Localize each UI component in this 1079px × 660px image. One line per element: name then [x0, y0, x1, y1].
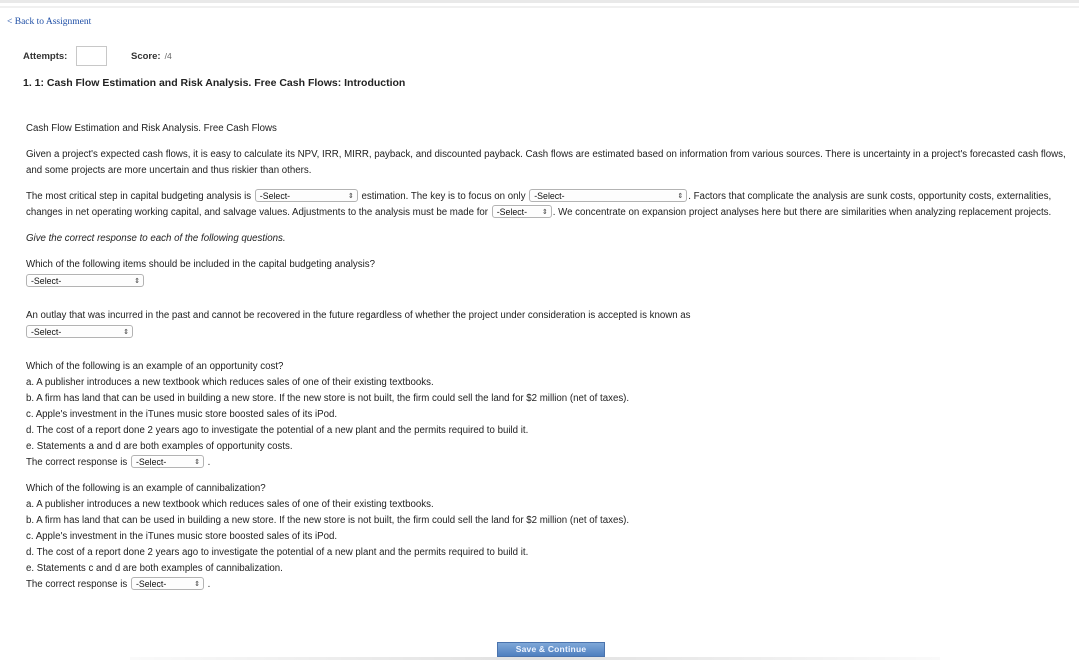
select-value: -Select- — [534, 190, 565, 201]
para-text-1: The most critical step in capital budgeting analysis is — [26, 191, 252, 202]
top-border-secondary — [0, 6, 1079, 8]
up-down-arrows-icon: ⇕ — [347, 192, 354, 200]
score — [131, 51, 172, 62]
q4-prompt: Which of the following is an example of cannibalization? — [26, 483, 266, 494]
q1-select[interactable] — [26, 274, 144, 287]
attempts-box — [76, 46, 107, 66]
q3-prompt: Which of the following is an example of an opportunity cost? — [26, 361, 284, 372]
q4-option-a: a. A publisher introduces a new textbook which reduces sales of one of their existing textbooks. — [26, 499, 434, 510]
q4-option-b: b. A firm has land that can be used in building a new store. If the new store is not built, the firm could sell the land for $2 million (net of taxes). — [26, 515, 630, 526]
select-focus[interactable] — [529, 189, 687, 202]
q4-option-e: e. Statements c and d are both examples of cannibalization. — [26, 563, 283, 574]
intro-paragraph: Given a project's expected cash flows, it is easy to calculate its NPV, IRR, MIRR, payback, and discounted payback. Cash flows are estimated based on information from various sources. There is uncertainty in a project's forecasted cash flows, and some projects are more uncertain and thus riskier than others. — [26, 149, 1066, 176]
attempts-label: Attempts: — [23, 51, 68, 62]
up-down-arrows-icon: ⇕ — [194, 458, 200, 466]
q2-prompt: An outlay that was incurred in the past and cannot be recovered in the future regardless of whether the project under consideration is accepted is known as — [26, 310, 691, 321]
select-critical-step[interactable] — [255, 189, 358, 202]
select-value: -Select- — [496, 206, 528, 217]
top-border — [0, 0, 1079, 3]
fill-in-paragraph — [26, 189, 1071, 221]
select-value: -Select- — [259, 190, 291, 201]
select-value: -Select- — [135, 578, 167, 589]
q2-select[interactable] — [26, 325, 133, 338]
save-continue-button[interactable]: Save & Continue — [497, 642, 605, 657]
up-down-arrows-icon: ⇕ — [541, 208, 548, 216]
q4-select[interactable] — [131, 577, 204, 590]
q3-option-e: e. Statements a and d are both examples of opportunity costs. — [26, 441, 293, 452]
para-text-4: . We concentrate on expansion project analyses here but there are similarities when analyzing replacement projects. — [552, 207, 1052, 218]
q1-prompt: Which of the following items should be included in the capital budgeting analysis? — [26, 259, 375, 270]
q4-option-c: c. Apple's investment in the iTunes music store boosted sales of its iPod. — [26, 531, 338, 542]
q4-response-label: The correct response is — [26, 579, 128, 590]
q3-select[interactable] — [131, 455, 204, 468]
up-down-arrows-icon: ⇕ — [134, 278, 140, 285]
q3-response-line — [26, 455, 1071, 471]
q3-option-d: d. The cost of a report done 2 years ago to investigate the potential of a new plant and the permits required to build it. — [26, 425, 529, 436]
q4-option-d: d. The cost of a report done 2 years ago to investigate the potential of a new plant and the permits required to build it. — [26, 547, 529, 558]
question-content — [26, 121, 1071, 593]
up-down-arrows-icon: ⇕ — [123, 329, 129, 336]
select-value: -Select- — [31, 327, 62, 337]
q3-response-label: The correct response is — [26, 457, 128, 468]
score-label: Score: — [131, 51, 161, 62]
q4-suffix: . — [207, 579, 211, 590]
select-value: -Select- — [135, 456, 167, 467]
section-heading: Cash Flow Estimation and Risk Analysis. Free Cash Flows — [26, 123, 277, 134]
q4-response-line — [26, 577, 1071, 593]
select-value: -Select- — [31, 276, 62, 286]
instruction: Give the correct response to each of the following questions. — [26, 233, 286, 244]
back-to-assignment-link[interactable]: < Back to Assignment — [7, 17, 92, 27]
question-title: 1. 1: Cash Flow Estimation and Risk Analysis. Free Cash Flows: Introduction — [23, 77, 406, 89]
select-adjustments[interactable] — [492, 205, 552, 218]
para-text-2: estimation. The key is to focus on only — [361, 191, 526, 202]
q3-option-b: b. A firm has land that can be used in building a new store. If the new store is not built, the firm could sell the land for $2 million (net of taxes). — [26, 393, 630, 404]
para-text-3: . Factors that complicate the analysis are sunk costs, opportunity costs, externalities, changes in net operating working capital, and salvage values. Adjustments to the analysis must be made for — [26, 191, 1052, 218]
q3-suffix: . — [207, 457, 211, 468]
q3-option-c: c. Apple's investment in the iTunes music store boosted sales of its iPod. — [26, 409, 338, 420]
score-value: /4 — [164, 51, 172, 61]
up-down-arrows-icon: ⇕ — [677, 192, 684, 200]
up-down-arrows-icon: ⇕ — [194, 580, 200, 588]
q3-option-a: a. A publisher introduces a new textbook which reduces sales of one of their existing textbooks. — [26, 377, 434, 388]
